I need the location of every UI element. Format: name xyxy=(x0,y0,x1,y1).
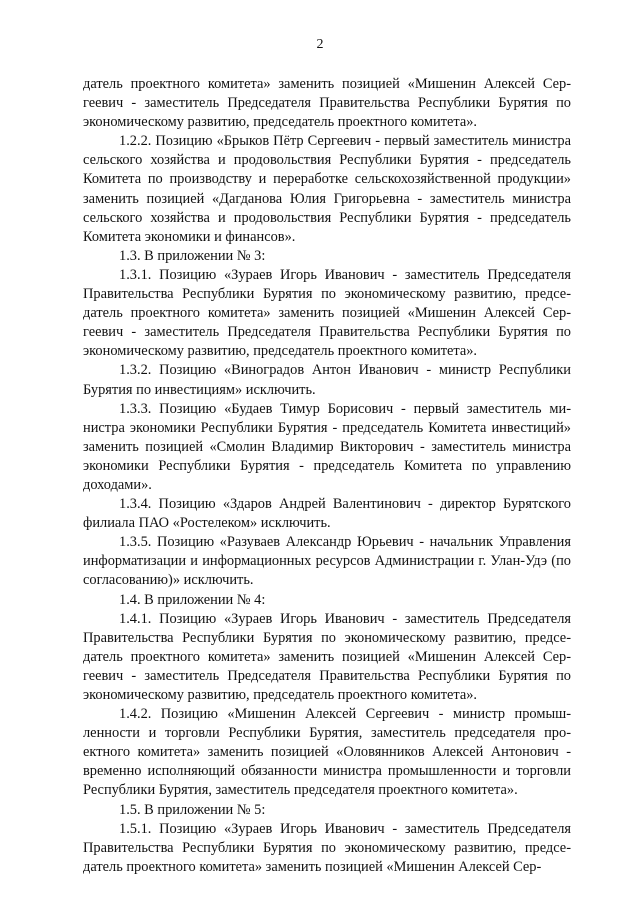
paragraph-1-3-3: 1.3.3. Позицию «Будаев Тимур Борисович - первый заместитель министра экономики Республики Бурятия - председатель Комитета инвестиций» заменить позицией «Смолин Владимир Викторович - заместитель министра экономики Республики Бурятия - председатель Комитета по управлению доходами». xyxy=(83,400,571,493)
paragraph-1-3-2: 1.3.2. Позицию «Виноградов Антон Иванович - министр Республики Бурятия по инвестициям» исключить. xyxy=(83,362,571,398)
paragraph-1-4-2: 1.4.2. Позицию «Мишенин Алексей Сергеевич - министр промышленности и торговли Республики Бурятия, заместитель председателя проектного комитета» заменить позицией «Оловянников Алексей Антонович - временно исполняющий обязанности министра промышленности и торговли Республики Бурятия, заместитель председателя проектного комитета». xyxy=(83,706,571,799)
paragraph-1-4-1: 1.4.1. Позицию «Зураев Игорь Иванович - заместитель Председателя Правительства Республики Бурятия по экономическому развитию, председатель проектного комитета» заменить позицией «Мишенин Алексей Сергеевич - заместитель Председателя Правительства Республики Бурятия по экономическому развитию, председатель проектного комитета». xyxy=(83,610,571,703)
paragraph-continuation: датель проектного комитета» заменить позицией «Мишенин Алексей Сергеевич - заместитель Председателя Правительства Республики Бурятия по экономическому развитию, председатель проектного комитета». xyxy=(83,76,571,131)
document-body xyxy=(83,75,571,877)
paragraph-1-5-1: 1.5.1. Позицию «Зураев Игорь Иванович - заместитель Председателя Правительства Республики Бурятия по экономическому развитию, председатель проектного комитета» заменить позицией «Мишенин Алексей Сер- xyxy=(83,820,571,875)
heading-appendix-5: 1.5. В приложении № 5: xyxy=(119,801,266,818)
paragraph-1-3-1: 1.3.1. Позицию «Зураев Игорь Иванович - заместитель Председателя Правительства Республики Бурятия по экономическому развитию, председатель проектного комитета» заменить позицией «Мишенин Алексей Сергеевич - заместитель Председателя Правительства Республики Бурятия по экономическому развитию, председатель проектного комитета». xyxy=(83,266,571,360)
paragraph-1-3-4: 1.3.4. Позицию «Здаров Андрей Валентинович - директор Бурятского филиала ПАО «Ростелеком» исключить. xyxy=(83,496,571,532)
heading-appendix-3: 1.3. В приложении № 3: xyxy=(119,247,266,264)
paragraph-1-3-5: 1.3.5. Позицию «Разуваев Александр Юрьевич - начальник Управления информатизации и информационных ресурсов Администрации г. Улан-Удэ (по согласованию)» исключить. xyxy=(83,534,571,589)
page-number: 2 xyxy=(316,37,324,52)
heading-appendix-4: 1.4. В приложении № 4: xyxy=(119,591,266,608)
paragraph-1-2-2: 1.2.2. Позицию «Брыков Пётр Сергеевич - первый заместитель министра сельского хозяйства и продовольствия Республики Бурятия - председатель Комитета по производству и переработке сельскохозяйственной продукции» заменить позицией «Дагданова Юлия Григорьевна - заместитель министра сельского хозяйства и продовольствия Республики Бурятия - председатель Комитета экономики и финансов». xyxy=(83,133,571,245)
